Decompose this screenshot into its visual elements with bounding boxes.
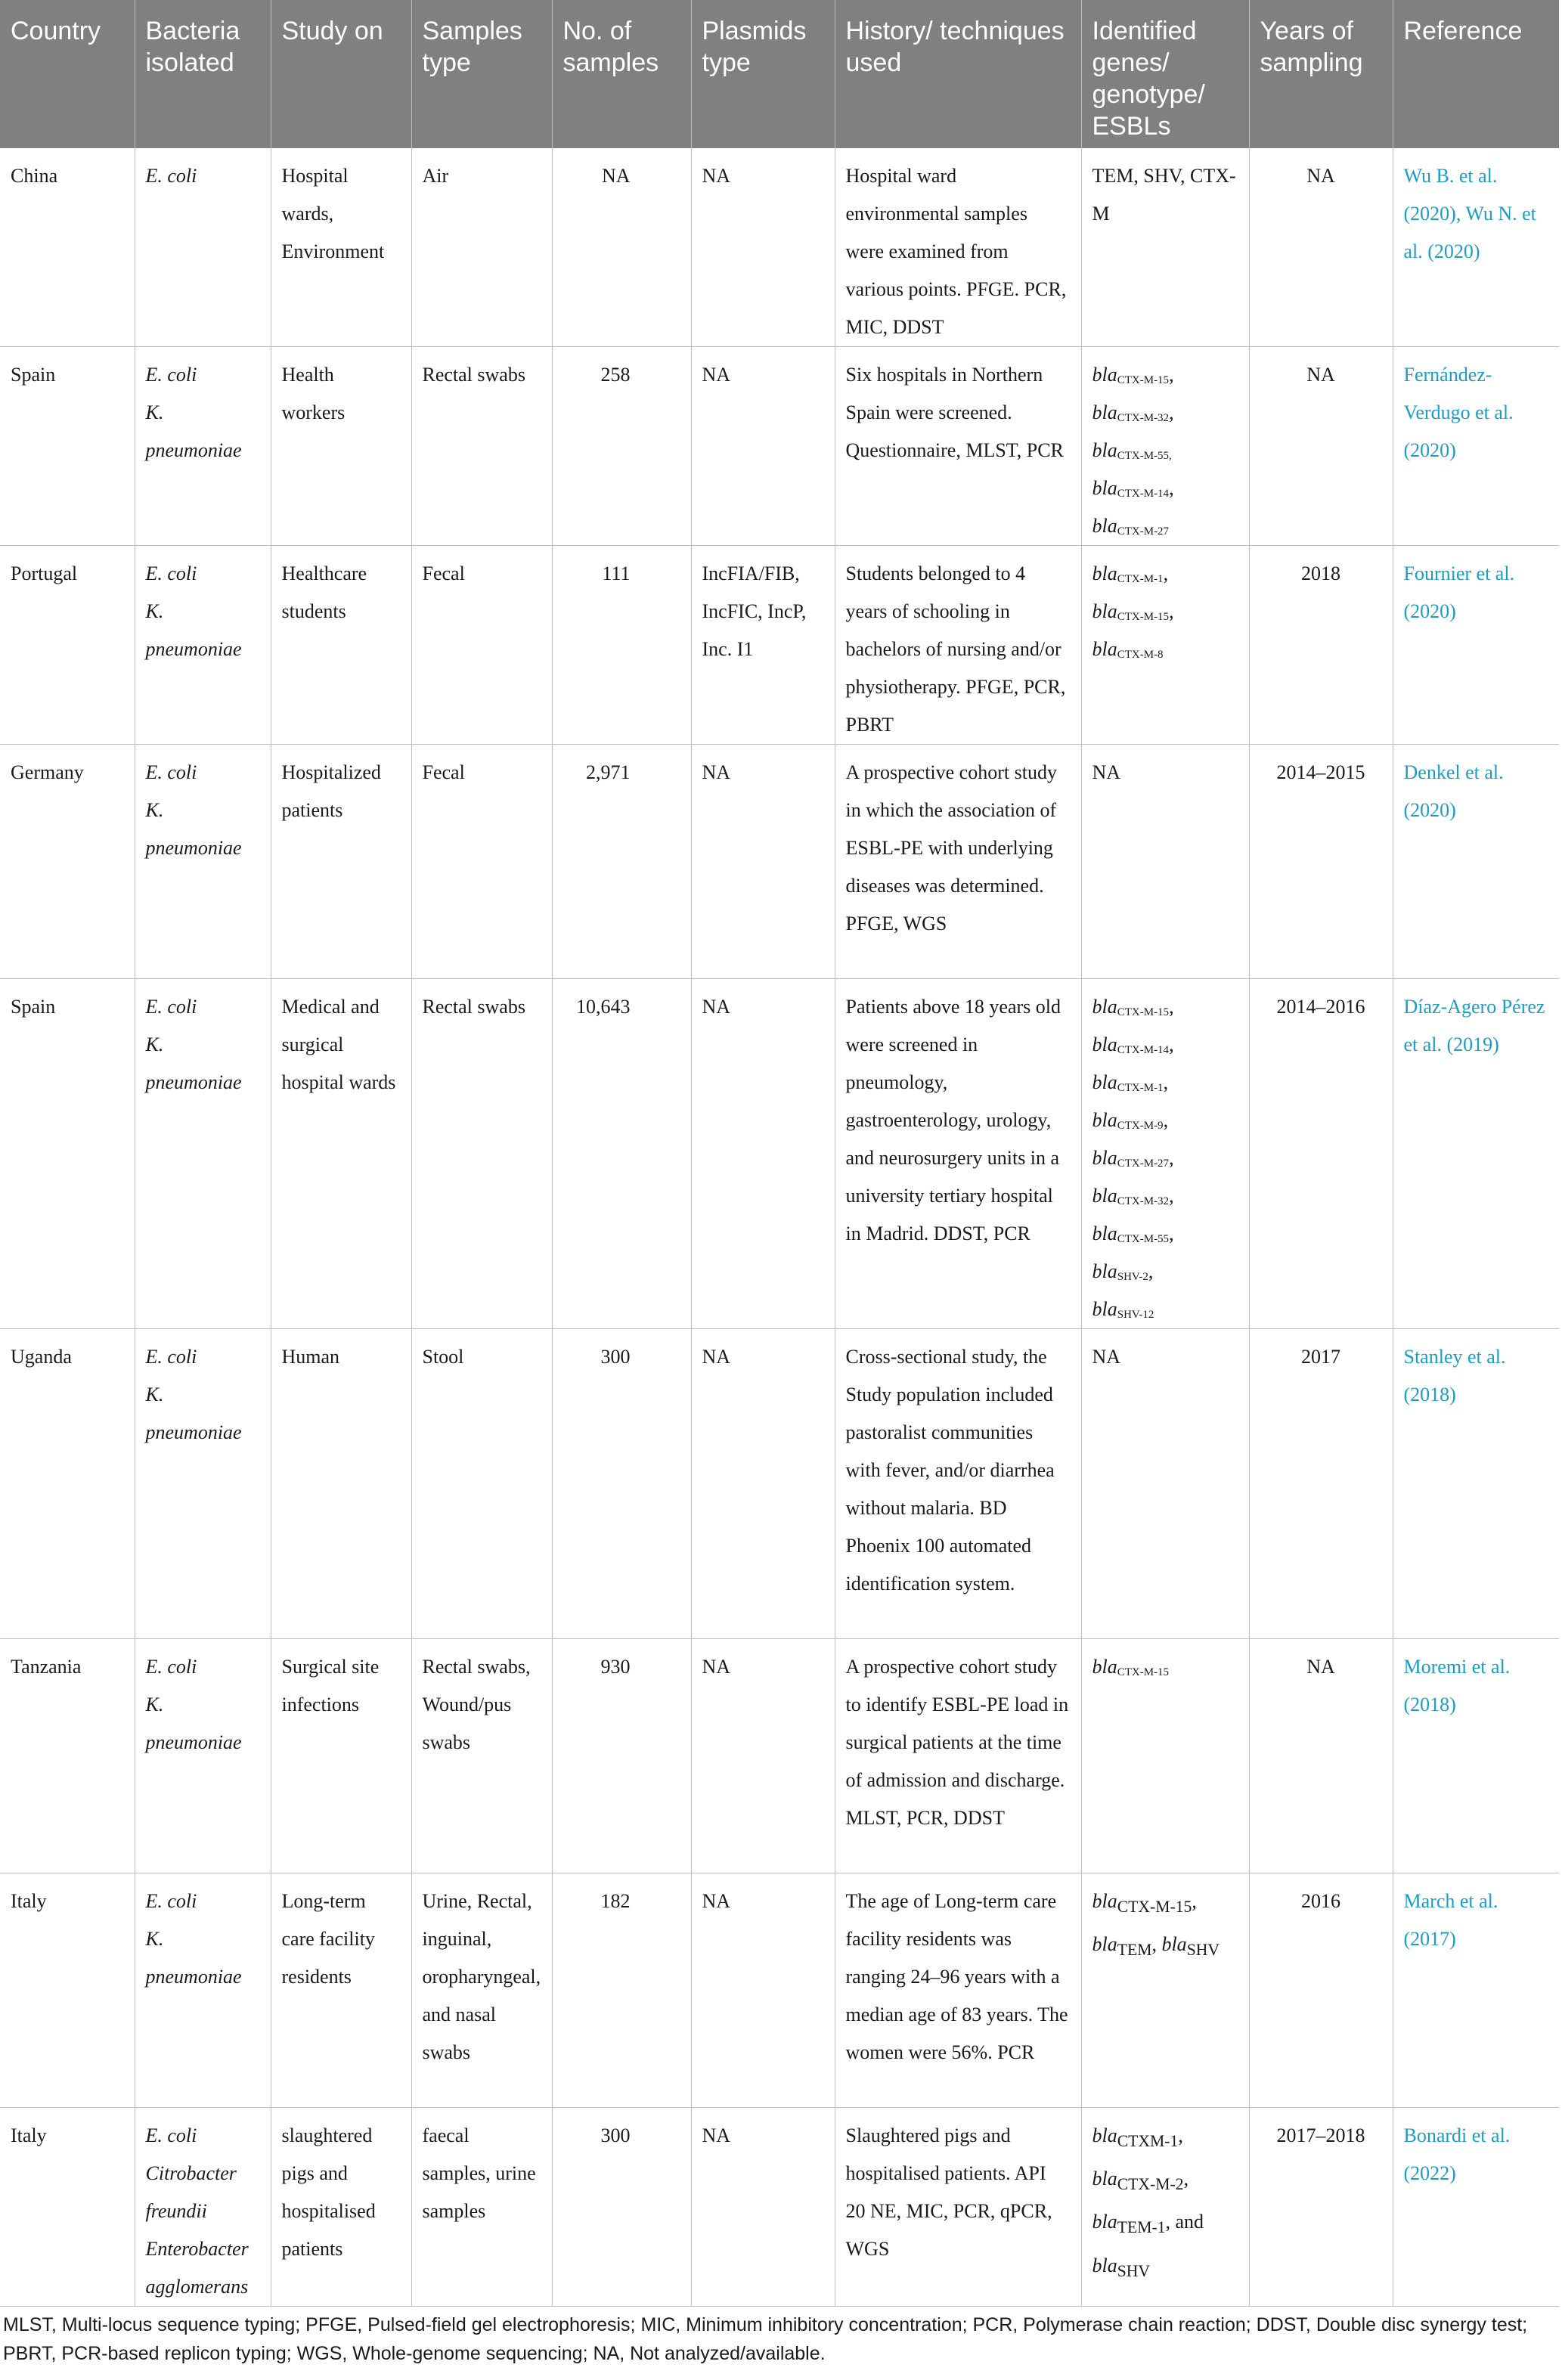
cell-country: Spain	[0, 347, 135, 546]
cell-history: Six hospitals in Northern Spain were screened. Questionnaire, MLST, PCR	[835, 347, 1081, 546]
gene-item: bla$_{CTX-M-1}$,	[1092, 1071, 1169, 1094]
cell-bacteria: E. coli K. pneumoniae	[135, 1329, 271, 1639]
cell-reference[interactable]: Fernández-Verdugo et al. (2020)	[1393, 347, 1559, 546]
header-genes: Identified genes/ genotype/ ESBLs	[1081, 0, 1249, 148]
header-years: Years of sampling	[1249, 0, 1393, 148]
table-body	[0, 148, 1559, 2307]
table-row	[0, 2108, 1559, 2307]
cell-years: 2016	[1249, 1873, 1393, 2108]
cell-samples-count: 258	[552, 347, 691, 546]
gene-item: bla$_{CTX-M-2}$,	[1092, 2168, 1189, 2194]
cell-plasmids: NA	[691, 745, 835, 979]
cell-plasmids: NA	[691, 1329, 835, 1639]
cell-reference[interactable]: Stanley et al. (2018)	[1393, 1329, 1559, 1639]
cell-country: Portugal	[0, 546, 135, 745]
gene-item: bla$_{SHV-12}$	[1092, 1298, 1154, 1321]
cell-reference[interactable]: Bonardi et al. (2022)	[1393, 2108, 1559, 2307]
table-row	[0, 745, 1559, 979]
cell-plasmids: NA	[691, 1873, 835, 2108]
cell-bacteria: E. coli K. pneumoniae	[135, 347, 271, 546]
cell-samples-count: 111	[552, 546, 691, 745]
cell-plasmids: IncFIA/FIB, IncFIC, IncP, Inc. I1	[691, 546, 835, 745]
cell-years: 2018	[1249, 546, 1393, 745]
cell-bacteria: E. coli K. pneumoniae	[135, 745, 271, 979]
gene-item: bla$_{TEM-1}$, and	[1092, 2211, 1204, 2237]
cell-study: Hospital wards, Environment	[271, 148, 411, 347]
cell-bacteria: E. coli K. pneumoniae	[135, 546, 271, 745]
cell-genes	[1081, 1639, 1249, 1873]
gene-item: bla$_{CTX-M-32}$,	[1092, 401, 1174, 424]
cell-reference[interactable]: March et al. (2017)	[1393, 1873, 1559, 2108]
cell-genes: TEM, SHV, CTX-M	[1081, 148, 1249, 347]
gene-item: bla$_{CTX-M-15}$,	[1092, 600, 1174, 623]
cell-history: Hospital ward environmental samples were examined from various points. PFGE. PCR, MIC, DDST	[835, 148, 1081, 347]
gene-item: bla$_{CTXM-1}$,	[1092, 2124, 1183, 2151]
cell-bacteria: E. coli K. pneumoniae	[135, 979, 271, 1329]
table-row	[0, 1873, 1559, 2108]
cell-samples-count: NA	[552, 148, 691, 347]
gene-item: bla$_{CTX-M-27}$,	[1092, 1147, 1174, 1170]
cell-plasmids: NA	[691, 347, 835, 546]
cell-history: Slaughtered pigs and hospitalised patients. API 20 NE, MIC, PCR, qPCR, WGS	[835, 2108, 1081, 2307]
cell-samples-type: Rectal swabs, Wound/pus swabs	[411, 1639, 552, 1873]
gene-item: bla$_{CTX-M-32}$,	[1092, 1185, 1174, 1207]
cell-genes: NA	[1081, 745, 1249, 979]
cell-samples-count: 300	[552, 1329, 691, 1639]
cell-history: Cross-sectional study, the Study population included pastoralist communities with fever, and/or diarrhea without malaria. BD Phoenix 100 automated identification system.	[835, 1329, 1081, 1639]
cell-plasmids: NA	[691, 148, 835, 347]
table-row	[0, 546, 1559, 745]
cell-years: 2014–2015	[1249, 745, 1393, 979]
cell-country: Italy	[0, 1873, 135, 2108]
cell-years: NA	[1249, 1639, 1393, 1873]
gene-item: bla$_{TEM}$,	[1092, 1933, 1162, 1960]
cell-samples-count: 300	[552, 2108, 691, 2307]
cell-study: slaughtered pigs and hospitalised patients	[271, 2108, 411, 2307]
cell-study: Hospitalized patients	[271, 745, 411, 979]
cell-study: Health workers	[271, 347, 411, 546]
cell-samples-type: Fecal	[411, 745, 552, 979]
cell-genes: NA	[1081, 1329, 1249, 1639]
gene-item: bla$_{CTX-M-1}$,	[1092, 562, 1169, 585]
cell-study: Medical and surgical hospital wards	[271, 979, 411, 1329]
header-history: History/ techniques used	[835, 0, 1081, 148]
cell-years: 2017–2018	[1249, 2108, 1393, 2307]
cell-reference[interactable]: Fournier et al. (2020)	[1393, 546, 1559, 745]
cell-bacteria: E. coli	[135, 148, 271, 347]
gene-item: bla$_{CTX-M-55}$,	[1092, 1223, 1174, 1245]
cell-genes	[1081, 979, 1249, 1329]
header-plasmids-type: Plasmids type	[691, 0, 835, 148]
cell-bacteria: E. coli K. pneumoniae	[135, 1639, 271, 1873]
gene-item: bla$_{CTX-M-55,}$	[1092, 439, 1172, 462]
gene-item: bla$_{CTX-M-14}$,	[1092, 1034, 1174, 1056]
cell-reference[interactable]: Denkel et al. (2020)	[1393, 745, 1559, 979]
header-no-of-samples: No. of samples	[552, 0, 691, 148]
gene-item: bla$_{CTX-M-8}$	[1092, 638, 1164, 661]
cell-samples-type: faecal samples, urine samples	[411, 2108, 552, 2307]
gene-item: bla$_{CTX-M-15}$,	[1092, 1890, 1197, 1917]
cell-samples-count: 10,643	[552, 979, 691, 1329]
cell-history: A prospective cohort study in which the association of ESBL-PE with underlying diseases was determined. PFGE, WGS	[835, 745, 1081, 979]
cell-years: 2014–2016	[1249, 979, 1393, 1329]
cell-study: Human	[271, 1329, 411, 1639]
cell-samples-type: Air	[411, 148, 552, 347]
cell-genes	[1081, 2108, 1249, 2307]
cell-reference[interactable]: Díaz-Agero Pérez et al. (2019)	[1393, 979, 1559, 1329]
table-header	[0, 0, 1559, 148]
cell-samples-count: 182	[552, 1873, 691, 2108]
cell-country: Tanzania	[0, 1639, 135, 1873]
table-row	[0, 1639, 1559, 1873]
table-row	[0, 979, 1559, 1329]
cell-country: Italy	[0, 2108, 135, 2307]
cell-country: Uganda	[0, 1329, 135, 1639]
cell-samples-count: 2,971	[552, 745, 691, 979]
gene-item: bla$_{CTX-M-15}$,	[1092, 996, 1174, 1018]
cell-samples-type: Rectal swabs	[411, 347, 552, 546]
header-samples-type: Samples type	[411, 0, 552, 148]
cell-history: The age of Long-term care facility residents was ranging 24–96 years with a median age of 83 years. The women were 56%. PCR	[835, 1873, 1081, 2108]
cell-years: 2017	[1249, 1329, 1393, 1639]
cell-country: Spain	[0, 979, 135, 1329]
cell-country: Germany	[0, 745, 135, 979]
header-study-on: Study on	[271, 0, 411, 148]
cell-study: Healthcare students	[271, 546, 411, 745]
gene-item: bla$_{SHV}$	[1161, 1933, 1220, 1960]
gene-item: bla$_{SHV-2}$,	[1092, 1260, 1154, 1283]
cell-history: A prospective cohort study to identify ESBL-PE load in surgical patients at the time of admission and discharge. MLST, PCR, DDST	[835, 1639, 1081, 1873]
header-reference: Reference	[1393, 0, 1559, 148]
cell-bacteria: E. coli Citrobacter freundii Enterobacter agglomerans	[135, 2108, 271, 2307]
cell-years: NA	[1249, 148, 1393, 347]
cell-genes	[1081, 546, 1249, 745]
table-row	[0, 1329, 1559, 1639]
cell-history: Patients above 18 years old were screened in pneumology, gastroenterology, urology, and neurosurgery units in a university tertiary hospital in Madrid. DDST, PCR	[835, 979, 1081, 1329]
table-row	[0, 148, 1559, 347]
cell-samples-type: Stool	[411, 1329, 552, 1639]
cell-samples-type: Rectal swabs	[411, 979, 552, 1329]
cell-country: China	[0, 148, 135, 347]
cell-samples-type: Fecal	[411, 546, 552, 745]
gene-item: bla$_{CTX-M-14}$,	[1092, 477, 1174, 500]
cell-reference[interactable]: Moremi et al. (2018)	[1393, 1639, 1559, 1873]
cell-reference[interactable]: Wu B. et al. (2020), Wu N. et al. (2020)	[1393, 148, 1559, 347]
gene-item: bla$_{CTX-M-15}$	[1092, 1656, 1170, 1678]
cell-plasmids: NA	[691, 1639, 835, 1873]
cell-study: Surgical site infections	[271, 1639, 411, 1873]
gene-item: bla$_{CTX-M-15}$,	[1092, 364, 1174, 386]
cell-history: Students belonged to 4 years of schooling in bachelors of nursing and/or physiotherapy. PFGE, PCR, PBRT	[835, 546, 1081, 745]
gene-item: bla$_{SHV}$	[1092, 2254, 1151, 2280]
cell-study: Long-term care facility residents	[271, 1873, 411, 2108]
cell-years: NA	[1249, 347, 1393, 546]
gene-item: bla$_{CTX-M-27}$	[1092, 515, 1170, 538]
cell-plasmids: NA	[691, 979, 835, 1329]
header-bacteria: Bacteria isolated	[135, 0, 271, 148]
cell-bacteria: E. coli K. pneumoniae	[135, 1873, 271, 2108]
table-row	[0, 347, 1559, 546]
cell-genes	[1081, 1873, 1249, 2108]
header-country: Country	[0, 0, 135, 148]
cell-samples-count: 930	[552, 1639, 691, 1873]
cell-samples-type: Urine, Rectal, inguinal, oropharyngeal, and nasal swabs	[411, 1873, 552, 2108]
gene-item: bla$_{CTX-M-9}$,	[1092, 1109, 1169, 1132]
cell-plasmids: NA	[691, 2108, 835, 2307]
table-footnote: MLST, Multi-locus sequence typing; PFGE, Pulsed-field gel electrophoresis; MIC, Minimum inhibitory concentration; PCR, Polymerase chain reaction; DDST, Double disc synergy test; PBRT, PCR-based replicon typing; WGS, Whole-genome sequencing; NA, Not analyzed/available.	[3, 2314, 1528, 2364]
cell-genes	[1081, 347, 1249, 546]
